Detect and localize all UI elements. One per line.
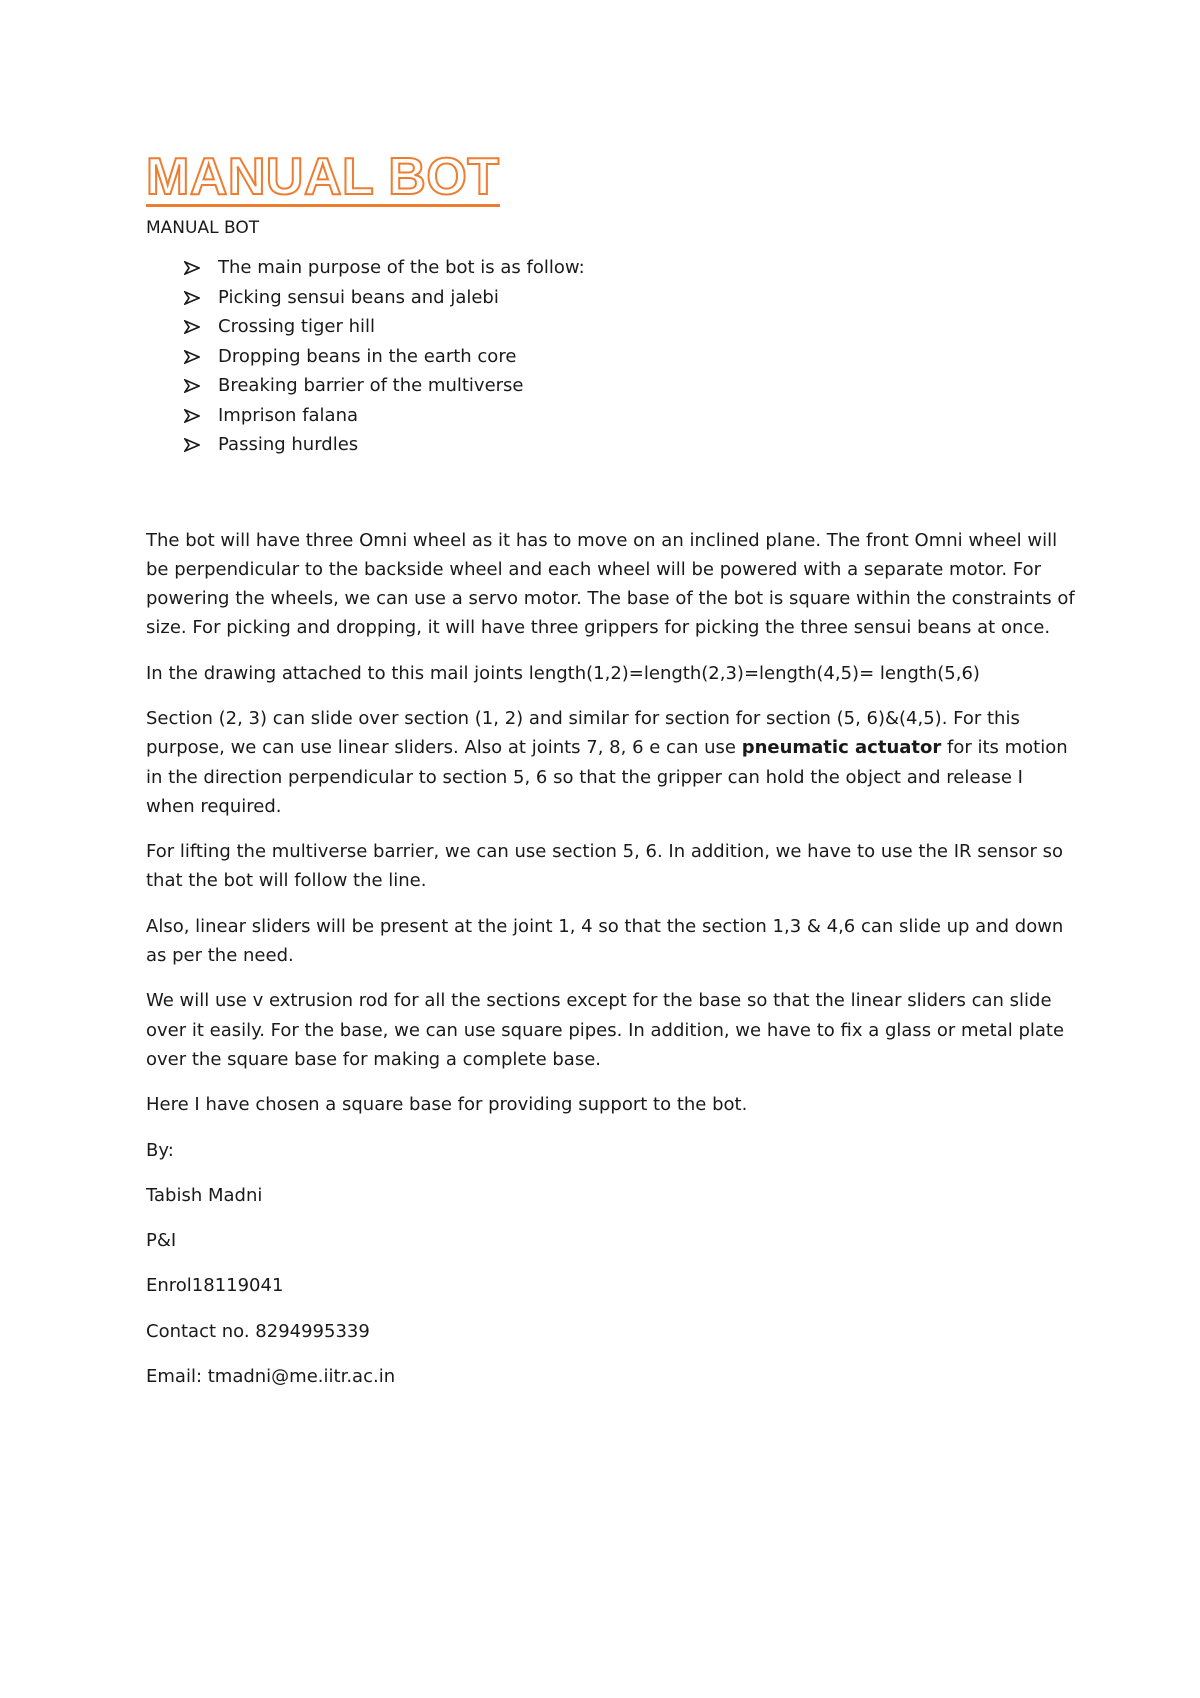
list-item <box>184 371 1076 401</box>
list-item-text: Crossing tiger hill <box>218 316 375 337</box>
list-item <box>184 342 1076 372</box>
list-item <box>184 401 1076 431</box>
document-page <box>146 150 1076 1391</box>
purpose-list <box>146 253 1076 460</box>
list-item-text: The main purpose of the bot is as follow: <box>218 257 585 278</box>
signature-contact: Contact no. 8294995339 <box>146 1320 370 1342</box>
arrowhead-bullet-icon <box>184 291 200 305</box>
signature-email: Email: tmadni@me.iitr.ac.in <box>146 1366 396 1388</box>
arrowhead-bullet-icon <box>184 320 200 334</box>
signature-name: Tabish Madni <box>146 1184 263 1206</box>
paragraph-sections-part1: Section (2, 3) can slide over section (1, 2) and similar for section for section (5, 6)&(4,5). For this purpose, we can use linear sliders. Also at joints 7, 8, 6 e can use <box>146 707 1020 759</box>
arrowhead-bullet-icon <box>184 350 200 364</box>
list-item-text: Imprison falana <box>218 404 359 426</box>
list-item-text: Picking sensui beans and jalebi <box>218 286 499 308</box>
list-item <box>184 312 1076 342</box>
arrowhead-bullet-icon <box>184 379 200 393</box>
pneumatic-actuator-text: pneumatic actuator <box>741 737 942 759</box>
signature-department: P&I <box>146 1230 177 1252</box>
arrowhead-bullet-icon <box>184 261 200 275</box>
document-title: MANUAL BOT <box>146 148 500 206</box>
list-item-text: Breaking barrier of the multiverse <box>218 375 524 396</box>
document-subtitle: MANUAL BOT <box>146 218 260 238</box>
signature-enrollment: Enrol18119041 <box>146 1275 284 1297</box>
list-item-text: Dropping beans in the earth core <box>218 345 517 367</box>
paragraph-base: Here I have chosen a square base for providing support to the bot. <box>146 1094 748 1116</box>
paragraph-sections-part2: for its motion in the direction perpendicular to section 5, 6 so that the gripper can hold the object and release I when required. <box>146 737 1068 817</box>
list-item <box>184 430 1076 460</box>
signature-by: By: <box>146 1139 174 1161</box>
list-item-text: Passing hurdles <box>218 434 359 455</box>
paragraph-wheels: The bot will have three Omni wheel as it has to move on an inclined plane. The front Omni wheel will be perpendicular to the backside wheel and each wheel will be powered with a separate motor. For powering the wheels, we can use a servo motor. The base of the bot is square within the constraints of size. For picking and dropping, it will have three grippers for picking the three sensui beans at once. <box>146 529 1075 639</box>
arrowhead-bullet-icon <box>184 438 200 452</box>
paragraph-barrier: For lifting the multiverse barrier, we can use section 5, 6. In addition, we have to use the IR sensor so that the bot will follow the line. <box>146 841 1063 892</box>
list-item <box>184 283 1076 313</box>
paragraph-sections <box>146 704 1076 821</box>
paragraph-extrusion: We will use v extrusion rod for all the sections except for the base so that the linear sliders can slide over it easily. For the base, we can use square pipes. In addition, we have to fix a glass or metal plate over the square base for making a complete base. <box>146 990 1065 1070</box>
paragraph-sliders: Also, linear sliders will be present at the joint 1, 4 so that the section 1,3 & 4,6 can slide up and down as per the need. <box>146 915 1064 967</box>
paragraph-joints: In the drawing attached to this mail joints length(1,2)=length(2,3)=length(4,5)= length(5,6) <box>146 662 980 684</box>
arrowhead-bullet-icon <box>184 409 200 423</box>
list-item <box>184 253 1076 283</box>
